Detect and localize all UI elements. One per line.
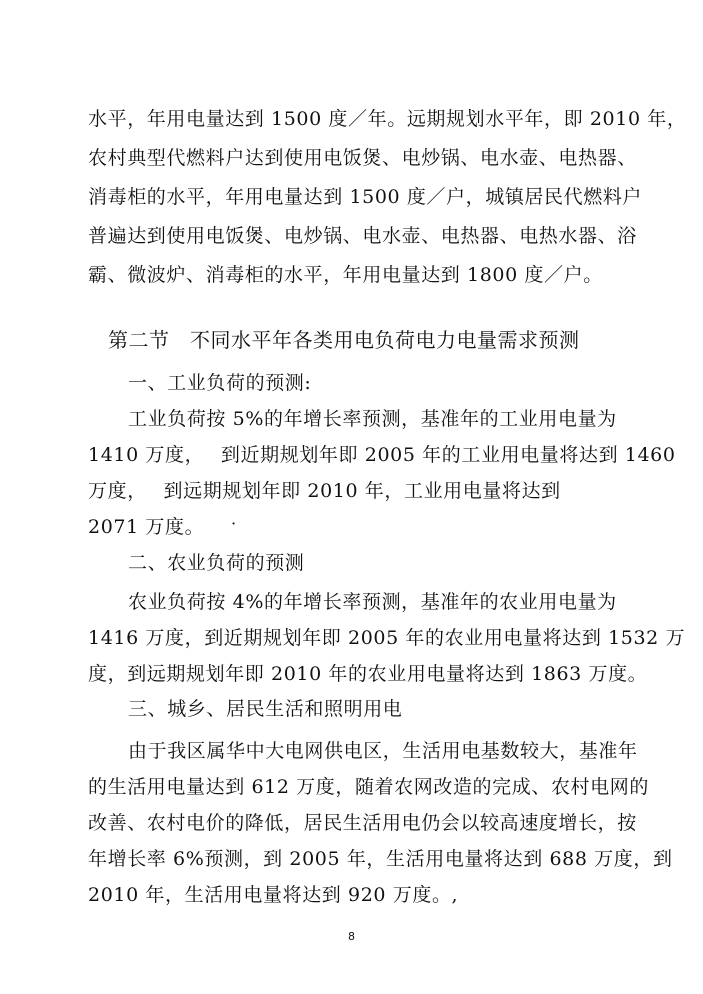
- subsection-title: 三、城乡、居民生活和照明用电: [128, 698, 403, 720]
- paragraph-line: 1416 万度，到近期规划年即 2005 年的农业用电量将达到 1532 万: [88, 627, 686, 649]
- paragraph-line: 工业负荷按 5%的年增长率预测，基准年的工业用电量为: [128, 408, 617, 430]
- page-number: 8: [348, 930, 355, 943]
- paragraph-line: 万度， 到远期规划年即 2010 年，工业用电量将达到: [88, 480, 561, 502]
- paragraph-line: 消毒柜的水平，年用电量达到 1500 度／户，城镇居民代燃料户: [88, 186, 643, 208]
- paragraph-line: 改善、农村电价的降低，居民生活用电仍会以较高速度增长，按: [88, 812, 637, 834]
- paragraph-line: 农业负荷按 4%的年增长率预测，基准年的农业用电量为: [128, 591, 617, 613]
- subsection-title: 一、工业负荷的预测:: [128, 372, 312, 394]
- paragraph-line: 2071 万度。: [88, 516, 205, 538]
- paragraph-line: 普遍达到使用电饭煲、电炒锅、电水壶、电热器、电热水器、浴: [88, 225, 637, 247]
- paragraph-line: 由于我区属华中大电网供电区，生活用电基数较大，基准年: [128, 740, 638, 762]
- paragraph-line: 的生活用电量达到 612 万度，随着农网改造的完成、农村电网的: [88, 776, 649, 798]
- paragraph-line: 1410 万度， 到近期规划年即 2005 年的工业用电量将达到 1460: [88, 444, 676, 466]
- paragraph-line: 2010 年，生活用电量将达到 920 万度。,: [88, 884, 459, 906]
- paragraph-line: 度，到远期规划年即 2010 年的农业用电量将达到 1863 万度。: [88, 663, 648, 685]
- section-heading: 第二节 不同水平年各类用电负荷电力电量需求预测: [108, 328, 580, 352]
- paragraph-line: 水平，年用电量达到 1500 度／年。远期规划水平年，即 2010 年，: [88, 108, 687, 130]
- stray-mark: ·: [231, 514, 237, 533]
- paragraph-line: 农村典型代燃料户达到使用电饭煲、电炒锅、电水壶、电热器、: [88, 147, 637, 169]
- paragraph-line: 年增长率 6%预测，到 2005 年，生活用电量将达到 688 万度，到: [88, 848, 673, 870]
- subsection-title: 二、农业负荷的预测: [128, 552, 305, 574]
- paragraph-line: 霸、微波炉、消毒柜的水平，年用电量达到 1800 度／户。: [88, 264, 603, 286]
